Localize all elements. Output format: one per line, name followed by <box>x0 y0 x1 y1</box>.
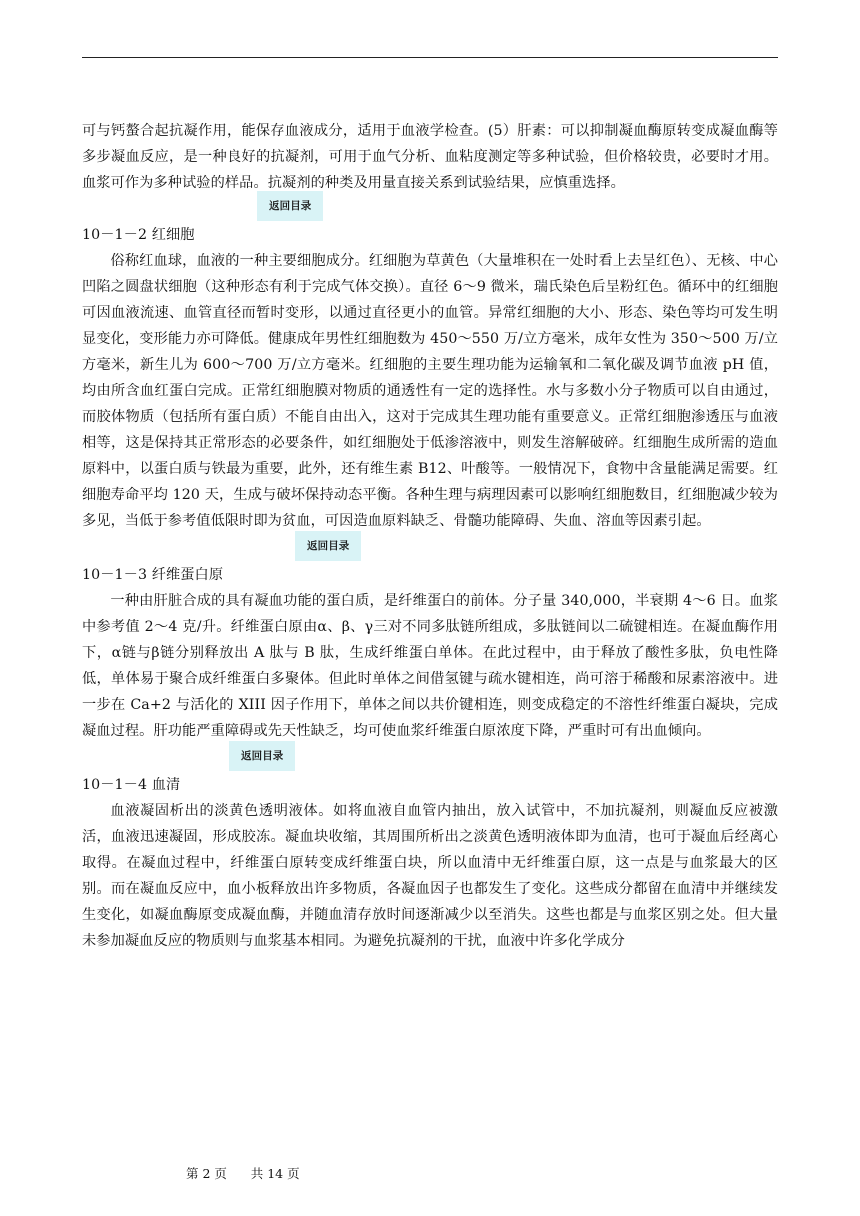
header-rule <box>82 57 778 58</box>
section-heading-text: 10－1－4 血清 <box>82 777 181 793</box>
page-footer: 第 2 页 共 14 页 <box>186 1166 300 1181</box>
section-serum <box>82 750 778 954</box>
section-paragraph: 俗称红血球，血液的一种主要细胞成分。红细胞为草黄色（大量堆积在一处时看上去呈红色）、无核、中心凹陷之圆盘状细胞（这种形态有利于完成气体交换）。直径 6～9 微米，瑞氏染色后呈粉红色。循环中的红细胞可因血液流速、血管直径而暂时变形，以通过直径更小的血管。异常红细胞的大小、形态、染色等均可发生明显变化，变形能力亦可降低。健康成年男性红细胞数为 450～550 万/立方毫米，成年女性为 350～500 万/立方毫米，新生儿为 600～700 万/立方毫米。红细胞的主要生理功能为运输氧和二氧化碳及调节血液 pH 值，均由所含血红蛋白完成。正常红细胞膜对物质的通透性有一定的选择性。水与多数小分子物质可以自由通过，而胶体物质（包括所有蛋白质）不能自由出入，这对于完成其生理功能有重要意义。正常红细胞渗透压与血液相等，这是保持其正常形态的必要条件，如红细胞处于低渗溶液中，则发生溶解破碎。红细胞生成所需的造血原料中，以蛋白质与铁最为重要，此外，还有维生素 B12、叶酸等。一般情况下，食物中含量能满足需要。红细胞寿命平均 120 天，生成与破坏保持动态平衡。各种生理与病理因素可以影响红细胞数目，红细胞减少较为多见，当低于参考值低限时即为贫血，可因造血原料缺乏、骨髓功能障碍、失血、溶血等因素引起。 <box>82 253 778 529</box>
section-heading <box>82 200 778 248</box>
section-heading <box>82 540 778 588</box>
return-to-toc-button[interactable]: 返回目录 <box>295 531 361 561</box>
intro-paragraph: 可与钙螯合起抗凝作用，能保存血液成分，适用于血液学检查。(5）肝素：可以抑制凝血酶原转变成凝血酶等多步凝血反应，是一种良好的抗凝剂，可用于血气分析、血粘度测定等多种试验，但价格较贵，必要时才用。血浆可作为多种试验的样品。抗凝剂的种类及用量直接关系到试验结果，应慎重选择。 <box>82 123 778 191</box>
section-heading-text: 10－1－3 纤维蛋白原 <box>82 567 224 583</box>
document-body <box>82 118 778 954</box>
section-heading <box>82 750 778 798</box>
section-paragraph: 血液凝固析出的淡黄色透明液体。如将血液自血管内抽出，放入试管中，不加抗凝剂，则凝血反应被激活，血液迅速凝固，形成胶冻。凝血块收缩，其周围所析出之淡黄色透明液体即为血清，也可于凝血后经离心取得。在凝血过程中，纤维蛋白原转变成纤维蛋白块，所以血清中无纤维蛋白原，这一点是与血浆最大的区别。而在凝血反应中，血小板释放出许多物质，各凝血因子也都发生了变化。这些成分都留在血清中并继续发生变化，如凝血酶原变成凝血酶，并随血清存放时间逐渐减少以至消失。这些也都是与血浆区别之处。但大量未参加凝血反应的物质则与血浆基本相同。为避免抗凝剂的干扰，血液中许多化学成分 <box>82 803 778 949</box>
section-heading-text: 10－1－2 红细胞 <box>82 227 195 243</box>
section-red-blood-cell <box>82 200 778 534</box>
section-fibrinogen <box>82 540 778 744</box>
section-paragraph: 一种由肝脏合成的具有凝血功能的蛋白质，是纤维蛋白的前体。分子量 340,000，半衰期 4～6 日。血浆中参考值 2～4 克/升。纤维蛋白原由α、β、γ三对不同多肽链所组成，多肽链间以二硫键相连。在凝血酶作用下，α链与β链分别释放出 A 肽与 B 肽，生成纤维蛋白单体。在此过程中，由于释放了酸性多肽，负电性降低，单体易于聚合成纤维蛋白多聚体。但此时单体之间借氢键与疏水键相连，尚可溶于稀酸和尿素溶液中。进一步在 Ca+2 与活化的 XIII 因子作用下，单体之间以共价键相连，则变成稳定的不溶性纤维蛋白凝块，完成凝血过程。肝功能严重障碍或先天性缺乏，均可使血浆纤维蛋白原浓度下降，严重时可有出血倾向。 <box>82 593 778 739</box>
return-to-toc-button[interactable]: 返回目录 <box>229 741 295 771</box>
return-to-toc-button[interactable]: 返回目录 <box>257 191 323 221</box>
